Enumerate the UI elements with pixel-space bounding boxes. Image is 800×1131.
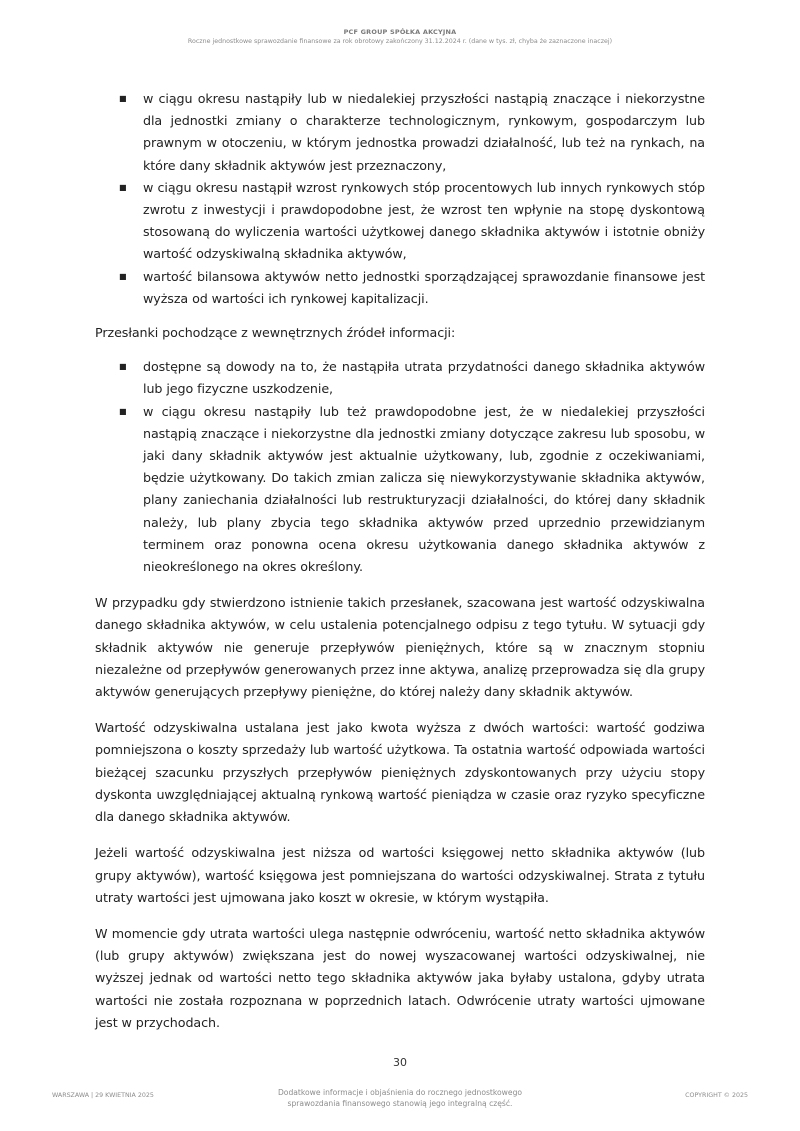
list-item	[119, 401, 705, 579]
internal-indicators-heading: Przesłanki pochodzące z wewnętrznych źródeł informacji:	[95, 325, 456, 341]
list-item-text: w ciągu okresu nastąpił wzrost rynkowych stóp procentowych lub innych rynkowych stóp zwrotu z inwestycji i prawdopodobne jest, że wzrost ten wpłynie na stopę dyskontową stosowaną do wyliczenia wartości użytkowej danego składnika aktywów i istotnie obniży wartość odzyskiwalną składnika aktywów,	[143, 179, 705, 262]
list-item	[119, 177, 705, 266]
bullet-square-icon: ■	[119, 362, 127, 372]
list-item-text: wartość bilansowa aktywów netto jednostki sporządzającej sprawozdanie finansowe jest wyższa od wartości ich rynkowej kapitalizacji.	[143, 268, 705, 306]
footer-note-line: Dodatkowe informacje i objaśnienia do rocznego jednostkowego	[277, 1088, 523, 1097]
paragraph: Jeżeli wartość odzyskiwalna jest niższa od wartości księgowej netto składnika aktywów (lub grupy aktywów), wartość księgowa jest pomniejszana do wartości odzyskiwalnej. Strata z tytułu utraty wartości jest ujmowana jako koszt w okresie, w którym wystąpiła.	[95, 845, 705, 905]
paragraph: Wartość odzyskiwalna ustalana jest jako kwota wyższa z dwóch wartości: wartość godziwa pomniejszona o koszty sprzedaży lub wartość użytkowa. Ta ostatnia wartość odpowiada wartości bieżącej szacunku przyszłych przepływów pieniężnych zdyskontowanych przy użyciu stopy dyskonta uwzględniającej aktualną rynkową wartość pieniądza w czasie oraz ryzyko specyficzne dla danego składnika aktywów.	[95, 720, 705, 825]
company-name: PCF GROUP SPÓŁKA AKCYJNA	[343, 28, 457, 36]
main-content	[95, 88, 705, 1034]
paragraph: W przypadku gdy stwierdzono istnienie takich przesłanek, szacowana jest wartość odzyskiwalna danego składnika aktywów, w celu ustalenia potencjalnego odpisu z tego tytułu. W sytuacji gdy składnik aktywów nie generuje przepływów pieniężnych, które są w znacznym stopniu niezależne od przepływów generowanych przez inne aktywa, analizę przeprowadza się dla grupy aktywów generujących przepływy pieniężne, do której należy dany składnik aktywów.	[95, 595, 705, 700]
footer-note-line: sprawozdania finansowego stanowią jego integralną część.	[287, 1099, 513, 1108]
report-subtitle: Roczne jednostkowe sprawozdanie finansowe za rok obrotowy zakończony 31.12.2024 r. (dane w tys. zł, chyba że zaznaczone inaczej)	[187, 38, 613, 45]
internal-indicators-list	[95, 356, 705, 578]
list-item	[119, 88, 705, 177]
paragraph: W momencie gdy utrata wartości ulega następnie odwróceniu, wartość netto składnika aktywów (lub grupy aktywów) zwiększana jest do nowej wyszacowanej wartości odzyskiwalnej, nie wyższej jednak od wartości netto tego składnika aktywów jaka byłaby ustalona, gdyby utrata wartości nie została rozpoznana w poprzednich latach. Odwrócenie utraty wartości ujmowane jest w przychodach.	[95, 925, 705, 1030]
footer-note	[250, 1087, 550, 1109]
external-indicators-list	[95, 88, 705, 310]
list-item	[119, 266, 705, 310]
footer-date: WARSZAWA | 29 KWIETNIA 2025	[52, 1092, 154, 1099]
footer-copyright: COPYRIGHT © 2025	[685, 1092, 748, 1099]
page-number: 30	[393, 1056, 407, 1069]
bullet-square-icon: ■	[119, 406, 127, 416]
list-item-text: w ciągu okresu nastąpiły lub też prawdopodobne jest, że w niedalekiej przyszłości nastąpią znaczące i niekorzystne dla jednostki zmiany dotyczące zakresu lub sposobu, w jaki dany składnik aktywów jest aktualnie użytkowany, lub, zgodnie z oczekiwaniami, będzie użytkowany. Do takich zmian zalicza się niewykorzystywanie składnika aktywów, plany zaniechania działalności lub restrukturyzacji działalności, do której dany składnik należy, lub plany zbycia tego składnika aktywów przed uprzednio przewidzianym terminem oraz ponowna ocena okresu użytkowania danego składnika aktywów z nieokreślonego na okres określony.	[143, 403, 705, 575]
page-header	[0, 28, 800, 45]
bullet-square-icon: ■	[119, 271, 127, 281]
list-item-text: w ciągu okresu nastąpiły lub w niedalekiej przyszłości nastąpią znaczące i niekorzystne dla jednostki zmiany o charakterze technologicznym, rynkowym, gospodarczym lub prawnym w otoczeniu, w którym jednostka prowadzi działalność, lub też na rynkach, na które dany składnik aktywów jest przeznaczony,	[143, 91, 705, 173]
bullet-square-icon: ■	[119, 94, 127, 103]
list-item	[119, 356, 705, 400]
list-item-text: dostępne są dowody na to, że nastąpiła utrata przydatności danego składnika aktywów lub jego fizyczne uszkodzenie,	[143, 359, 705, 397]
bullet-square-icon: ■	[119, 182, 127, 192]
